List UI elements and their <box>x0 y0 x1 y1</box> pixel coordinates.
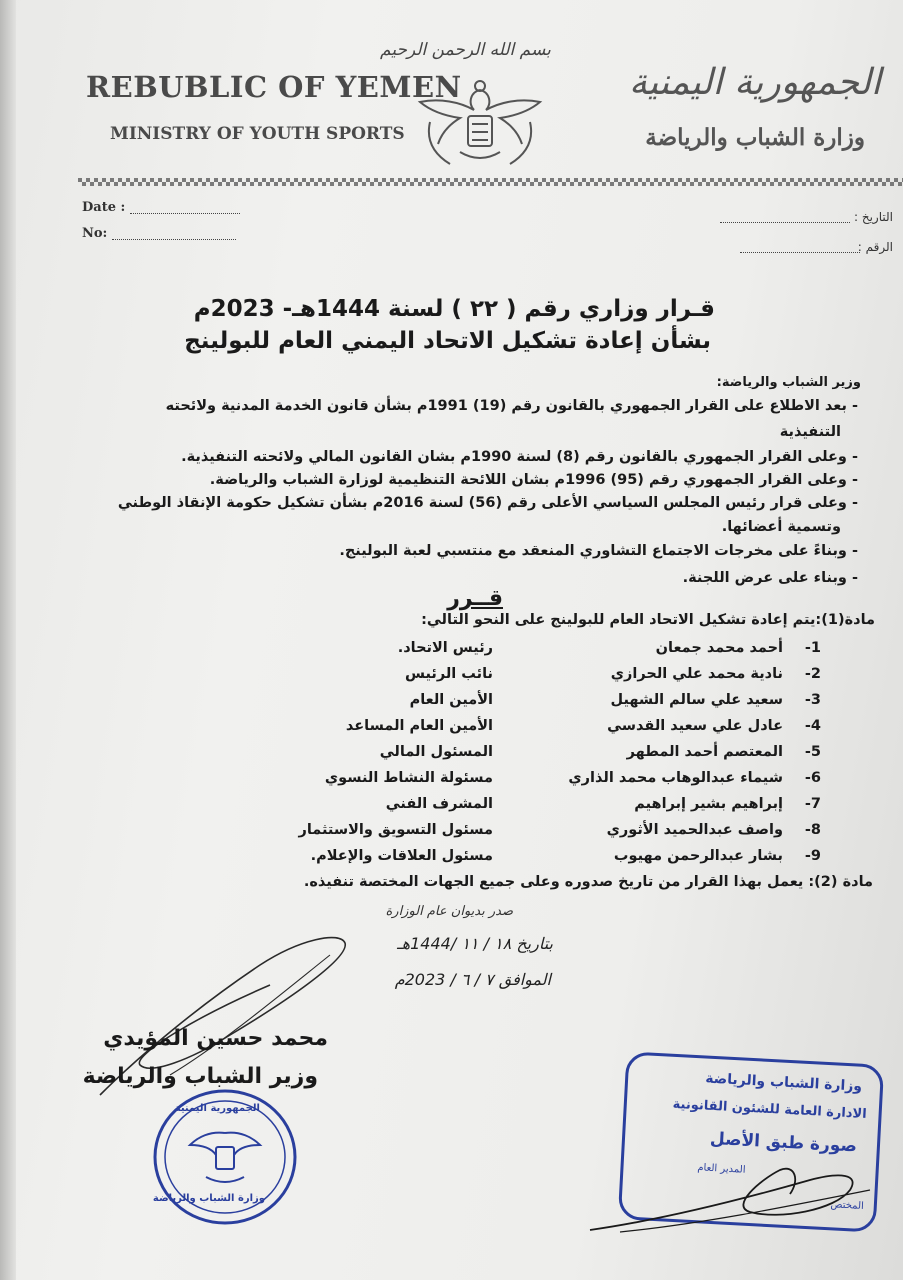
member-role: رئيس الاتحاد. <box>397 640 493 656</box>
date-label-ar: التاريخ : <box>853 210 893 224</box>
member-role: مسئولة النشاط النسوي <box>324 770 493 786</box>
no-line-en <box>112 239 236 240</box>
member-role: المسئول المالي <box>379 744 493 760</box>
member-name: عادل علي سعيد القدسي <box>607 718 783 734</box>
basmala: بسم الله الرحمن الرحيم <box>380 40 551 60</box>
yemen-emblem-icon <box>410 72 550 172</box>
preamble-item-6: - وبناء على عرض اللجنة. <box>682 570 858 586</box>
member-num: 2- <box>804 666 821 682</box>
member-role: نائب الرئيس <box>404 666 493 682</box>
stamp-signature-icon <box>580 1150 880 1240</box>
preamble-item-2: - وعلى القرار الجمهوري بالقانون رقم (8) لسنة 1990م بشان القانون المالي ولائحته التنفيذية. <box>181 449 858 465</box>
seal-text-top: الجمهورية اليمنية <box>174 1103 260 1114</box>
signatory-title: وزير الشباب والرياضة <box>82 1064 318 1089</box>
decision-subject: بشأن إعادة تشكيل الاتحاد اليمني العام للبولينج <box>184 328 711 354</box>
member-role: الأمين العام المساعد <box>345 718 493 734</box>
no-line-ar <box>740 252 860 253</box>
article-2: مادة (2): يعمل بهذا القرار من تاريخ صدوره وعلى جميع الجهات المختصة تنفيذه. <box>303 874 873 890</box>
preamble-item-4: - وعلى قرار رئيس المجلس السياسي الأعلى رقم (56) لسنة 2016م بشأن تشكيل حكومة الإنقاذ الوطني <box>117 495 858 511</box>
member-name: المعتصم أحمد المطهر <box>626 744 783 760</box>
member-num: 6- <box>804 770 821 786</box>
member-role: الأمين العام <box>409 692 493 708</box>
member-num: 4- <box>804 718 821 734</box>
header-country-ar: الجمهورية اليمنية <box>628 62 881 103</box>
member-role: المشرف الفني <box>385 796 493 812</box>
issued-at: صدر بديوان عام الوزارة <box>385 904 513 919</box>
header-divider <box>78 178 903 186</box>
member-num: 7- <box>804 796 821 812</box>
member-num: 9- <box>804 848 821 864</box>
member-role: مسئول التسويق والاستثمار <box>298 822 493 838</box>
preamble-item-1-cont: التنفيذية <box>779 424 841 440</box>
member-num: 3- <box>804 692 821 708</box>
seal-text-bottom: وزارة الشباب والرياضة <box>152 1193 265 1204</box>
member-name: بشار عبدالرحمن مهيوب <box>613 848 783 864</box>
member-num: 8- <box>804 822 821 838</box>
stamp-line-3: صورة طبق الأصل <box>709 1128 858 1157</box>
preamble-item-1: - بعد الاطلاع على القرار الجمهوري بالقانون رقم (19) 1991م بشأن قانون الخدمة المدنية ولائحته <box>165 398 858 414</box>
stamp-line-5: المختص <box>830 1199 865 1212</box>
member-name: شيماء عبدالوهاب محمد الذاري <box>568 770 783 786</box>
header-ministry-en: MINISTRY OF YOUTH SPORTS <box>110 124 405 144</box>
stamp-line-4: المدير العام <box>697 1162 746 1176</box>
stamp-line-1: وزارة الشباب والرياضة <box>704 1070 863 1095</box>
stamp-line-2: الادارة العامة للشئون القانونية <box>672 1096 867 1123</box>
date-gregorian: الموافق ٧ / ٦ / 2023م <box>394 970 551 989</box>
preamble-item-5: - وبناءً على مخرجات الاجتماع التشاوري المنعقد مع منتسبي لعبة البولينج. <box>339 543 858 559</box>
date-label-en: Date : <box>82 200 126 215</box>
header-ministry-ar: وزارة الشباب والرياضة <box>645 124 865 151</box>
no-label-ar: الرقم : <box>857 240 893 254</box>
decision-title: قـرار وزاري رقم ( ٢٢ ) لسنة 1444هـ- 2023م <box>193 296 715 322</box>
header-country-en: REBUBLIC OF YEMEN <box>86 70 462 104</box>
member-name: واصف عبدالحميد الأثوري <box>606 822 783 838</box>
member-role: مسئول العلاقات والإعلام. <box>310 848 493 864</box>
preamble-item-4-cont: وتسمية أعضائها. <box>721 519 841 535</box>
signatory-name: محمد حسين المؤيدي <box>103 1026 328 1051</box>
member-name: أحمد محمد جمعان <box>655 640 783 656</box>
paper-edge-shadow <box>0 0 16 1280</box>
date-line-ar <box>720 222 850 223</box>
member-name: سعيد علي سالم الشهيل <box>610 692 783 708</box>
preamble-minister: وزير الشباب والرياضة: <box>716 375 861 390</box>
article-1: مادة(1):يتم إعادة تشكيل الاتحاد العام للبولينج على النحو التالي: <box>421 612 875 628</box>
decision-heading: قــرر <box>447 586 503 611</box>
date-hijri: بتاريخ ١٨ / ١١ /1444هـ <box>396 934 553 953</box>
member-num: 5- <box>804 744 821 760</box>
member-num: 1- <box>804 640 821 656</box>
date-line-en <box>130 213 240 214</box>
member-name: نادية محمد علي الحرازي <box>610 666 783 682</box>
preamble-item-3: - وعلى القرار الجمهوري رقم (95) 1996م بشان اللائحة التنظيمية لوزارة الشباب والرياضة. <box>209 472 858 488</box>
ministry-seal <box>150 1085 300 1230</box>
member-name: إبراهيم بشير إبراهيم <box>634 796 783 812</box>
no-label-en: No: <box>82 226 108 241</box>
